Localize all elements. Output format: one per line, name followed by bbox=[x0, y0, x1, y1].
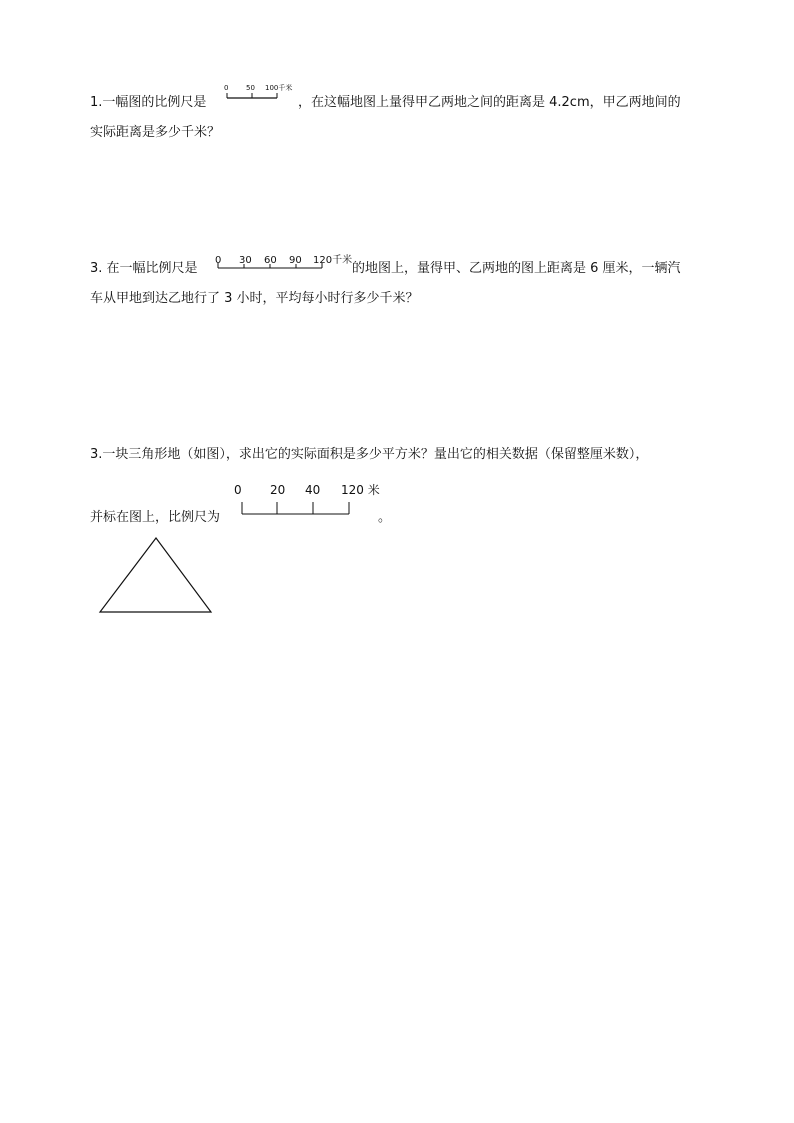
q2-line2 bbox=[90, 290, 419, 308]
q3-line1 bbox=[90, 446, 648, 464]
q2-scale-label-30: 30 bbox=[239, 255, 252, 266]
q2-line1-rest bbox=[352, 260, 681, 278]
q2-suffix: 的地图上，量得甲、乙两地的图上距离是 6 厘米，一辆汽 bbox=[352, 261, 681, 276]
q1-scale-svg bbox=[222, 82, 302, 106]
q1-line2 bbox=[90, 124, 220, 142]
q1-line1-rest bbox=[298, 94, 681, 112]
q3-scale-label-40: 40 bbox=[305, 483, 321, 497]
triangle-figure bbox=[98, 536, 214, 616]
q2-scale-label-0: 0 bbox=[215, 255, 222, 266]
q3-scale-label-120: 120 米 bbox=[341, 483, 380, 497]
q3-line2-suffix: 。 bbox=[378, 510, 392, 525]
q2-scale-label-90: 90 bbox=[289, 255, 302, 266]
q3-line2-end bbox=[378, 509, 391, 527]
q1-scale-label-100: 100千米 bbox=[265, 84, 293, 92]
triangle-shape bbox=[100, 538, 211, 612]
q3-scale-svg bbox=[230, 480, 390, 518]
q2-scale-label-60: 60 bbox=[264, 255, 277, 266]
q1-scale-bar bbox=[222, 82, 302, 106]
q2-scale-label-120: 120千米 bbox=[313, 255, 353, 266]
q2-line2-text: 车从甲地到达乙地行了 3 小时，平均每小时行多少千米？ bbox=[90, 291, 419, 306]
q3-scale-bar bbox=[230, 480, 390, 518]
q3-line1-text: 3.一块三角形地（如图），求出它的实际面积是多少平方米？量出它的相关数据（保留整厘米数）， bbox=[90, 447, 649, 462]
q1-prefix: 1.一幅图的比例尺是 bbox=[90, 95, 207, 110]
q1-line1 bbox=[90, 94, 206, 112]
q2-prefix: 3. 在一幅比例尺是 bbox=[90, 261, 198, 276]
q2-line1 bbox=[90, 260, 198, 278]
q3-scale-label-0: 0 bbox=[234, 483, 242, 497]
q1-suffix: ，在这幅地图上量得甲乙两地之间的距离是 4.2cm，甲乙两地间的 bbox=[298, 95, 681, 110]
q3-line2-prefix: 并标在图上，比例尺为 bbox=[90, 510, 221, 525]
q3-scale-label-20: 20 bbox=[270, 483, 286, 497]
q3-line2 bbox=[90, 509, 220, 527]
q1-scale-label-50: 50 bbox=[246, 84, 255, 92]
q1-line2-text: 实际距离是多少千米？ bbox=[90, 125, 221, 140]
q1-scale-label-0: 0 bbox=[224, 84, 229, 92]
q2-scale-bar bbox=[212, 252, 357, 278]
q2-scale-svg bbox=[212, 252, 357, 278]
